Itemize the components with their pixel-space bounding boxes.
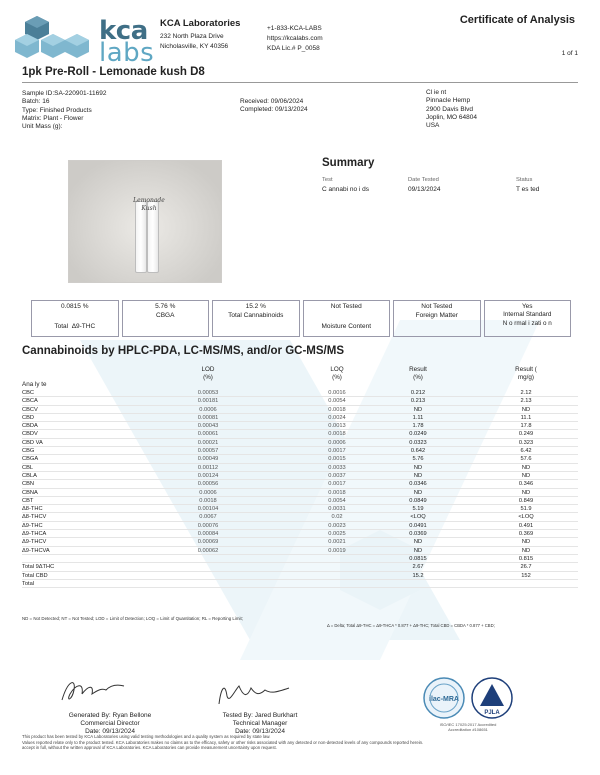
result-pct: 0.0369 <box>409 531 427 538</box>
received-date: Received: 09/06/2024 <box>240 98 304 105</box>
result-mg: 51.9 <box>520 506 532 513</box>
lod-value: 0.00056 <box>197 481 219 488</box>
lod-value: 0.00084 <box>197 531 219 538</box>
result-mg: ND <box>521 464 531 471</box>
result-pct: ND <box>413 539 423 546</box>
result-mg: 6.42 <box>520 448 532 455</box>
col-result-mg: Result ( mg/g) <box>515 366 537 381</box>
analyte-name: CBCA <box>22 398 38 405</box>
sample-info <box>22 90 106 131</box>
table-row <box>22 547 578 555</box>
result-mg: 57.6 <box>520 456 532 463</box>
generated-date: Date: 09/13/2024 <box>85 728 135 735</box>
table-row <box>22 389 578 397</box>
result-pct: 0.0346 <box>409 481 427 488</box>
result-pct: 5.76 <box>412 456 424 463</box>
cannabinoid-table <box>22 389 578 588</box>
summary-box-total-thc: 0.0815 % Total Δ9-THC <box>31 300 119 337</box>
result-mg: <LOQ <box>518 514 534 521</box>
client-info <box>426 89 477 130</box>
lod-value: 0.0018 <box>199 497 217 504</box>
result-mg: 26.7 <box>520 564 532 571</box>
loq-value: 0.0019 <box>328 547 346 554</box>
analyte-name: CBNA <box>22 489 38 496</box>
client-label: Cl ie nt <box>426 89 447 96</box>
lab-license: KDA Lic.# P_0058 <box>267 45 320 52</box>
analyte-name: CBDV <box>22 431 38 438</box>
result-mg: ND <box>521 547 531 554</box>
table-row <box>22 455 578 463</box>
completed-date: Completed: 09/13/2024 <box>240 106 308 114</box>
table-row <box>22 555 578 563</box>
sample-type: Type: Finished Products <box>22 106 92 114</box>
loq-value: 0.0017 <box>328 481 346 488</box>
client-city: Joplin, MO 64804 <box>426 113 477 121</box>
result-mg: 2.13 <box>520 398 532 405</box>
result-pct: 1.78 <box>412 423 424 430</box>
total-row <box>22 572 578 580</box>
summary-box-moisture: Not Tested Moisture Content <box>303 300 391 337</box>
result-mg: ND <box>521 406 531 413</box>
kca-labs-logo <box>15 12 155 68</box>
result-pct: 0.212 <box>410 390 426 396</box>
analyte-name: CBC <box>22 390 35 396</box>
logo-kca: kca <box>99 16 148 46</box>
result-mg: 152 <box>521 572 531 579</box>
pjla-seal-icon <box>470 676 514 720</box>
loq-value: 0.0031 <box>328 506 346 513</box>
result-mg: 0.323 <box>518 439 534 446</box>
sample-dates <box>240 98 308 115</box>
product-title: 1pk Pre-Roll - Lemonade kush D8 <box>22 66 205 78</box>
table-row <box>22 513 578 521</box>
lod-value: 0.00061 <box>197 431 219 438</box>
analyte-name: CBLA <box>22 472 37 479</box>
loq-value: 0.0054 <box>328 398 346 405</box>
loq-value: 0.0016 <box>328 390 346 396</box>
table-row <box>22 538 578 546</box>
result-pct: 0.0815 <box>409 555 427 562</box>
summary-col-test: Test <box>322 177 333 183</box>
summary-date: 09/13/2024 <box>408 186 441 193</box>
lab-address-line1: 232 North Plaza Drive <box>160 33 224 40</box>
result-mg: ND <box>521 539 531 546</box>
loq-value: 0.0023 <box>328 522 346 529</box>
total-row <box>22 563 578 571</box>
loq-value: 0.0017 <box>328 448 346 455</box>
loq-value: 0.0033 <box>328 464 346 471</box>
result-pct: 0.0491 <box>409 522 427 529</box>
result-pct: ND <box>413 464 423 471</box>
table-row <box>22 505 578 513</box>
table-row <box>22 480 578 488</box>
cube-logo-icon <box>15 12 95 62</box>
result-mg: 2.12 <box>520 390 532 396</box>
analyte-name: Δ8-THC <box>22 506 43 513</box>
analyte-name: CBGA <box>22 456 39 463</box>
lod-value: 0.00081 <box>197 414 219 421</box>
analyte-name: CBG <box>22 448 35 455</box>
col-loq: LOQ (%) <box>330 366 344 381</box>
loq-value: 0.0006 <box>328 439 346 446</box>
analyte-name: CBL <box>22 464 34 471</box>
lod-value: 0.00021 <box>197 439 219 446</box>
cannabinoids-title: Cannabinoids by HPLC-PDA, LC-MS/MS, and/or GC-MS/MS <box>22 345 344 357</box>
table-row <box>22 472 578 480</box>
signature-burkhart <box>213 678 293 708</box>
total-formula: Δ = Delta; Total Δ9-THC = Δ9-THCA * 0.877 + Δ9-THC; Total CBD = CBDA * 0.877 + CBD; <box>327 623 495 628</box>
lab-website[interactable]: https://kcalabs.com <box>267 35 323 42</box>
result-mg: ND <box>521 472 531 479</box>
table-row <box>22 406 578 414</box>
result-pct: ND <box>413 547 423 554</box>
col-result: Result (%) <box>409 366 427 381</box>
loq-value: 0.0037 <box>328 472 346 479</box>
product-photo <box>68 160 222 283</box>
analyte-name: Total 9ΔTHC <box>22 564 55 571</box>
result-pct: 0.0849 <box>409 497 427 504</box>
summary-col-status: Status <box>516 177 533 183</box>
loq-value: 0.0025 <box>328 531 346 538</box>
result-pct: 5.19 <box>412 506 424 513</box>
divider <box>22 82 578 83</box>
analyte-name: Total <box>22 580 35 587</box>
analyte-name: CBD <box>22 414 35 421</box>
loq-value: 0.0054 <box>328 497 346 504</box>
table-legend: ND = Not Detected; NT = Not Tested; LOD = Limit of Detection; LOQ = Limit of Quantitation; RL = Reporting Limit; <box>22 616 243 621</box>
generated-role: Commercial Director <box>80 720 140 727</box>
result-mg: 0.491 <box>518 522 534 529</box>
result-mg: 0.249 <box>518 431 534 438</box>
loq-value: 0.02 <box>331 514 343 521</box>
table-row <box>22 447 578 455</box>
table-row <box>22 489 578 497</box>
sample-matrix: Matrix: Plant - Flower <box>22 114 84 122</box>
svg-text:PJLA: PJLA <box>484 710 500 716</box>
table-row <box>22 414 578 422</box>
lod-value: 0.00104 <box>197 506 219 513</box>
summary-test: C annabi no i ds <box>322 186 369 193</box>
analyte-name: CBD VA <box>22 439 43 446</box>
result-pct: ND <box>413 489 423 496</box>
lab-address-line2: Nicholasville, KY 40356 <box>160 43 229 50</box>
result-pct: 0.0323 <box>409 439 427 446</box>
summary-boxes <box>31 300 571 337</box>
analyte-name: Total CBD <box>22 572 48 579</box>
loq-value: 0.0018 <box>328 406 346 413</box>
lod-value: 0.00124 <box>197 472 219 479</box>
lod-value: 0.00049 <box>197 456 219 463</box>
analyte-name: CBT <box>22 497 34 504</box>
col-analyte: Ana ly te <box>22 381 47 388</box>
analyte-name: CBN <box>22 481 35 488</box>
result-mg: 17.8 <box>520 423 532 430</box>
client-country: USA <box>426 122 440 130</box>
result-pct: <LOQ <box>410 514 426 521</box>
result-mg: 0.346 <box>518 481 534 488</box>
result-mg: 11.1 <box>520 414 532 421</box>
photo-label: Lemonade Kush <box>133 197 165 212</box>
loq-value: 0.0024 <box>328 414 346 421</box>
lab-contact <box>267 24 323 54</box>
document-title: Certificate of Analysis <box>459 14 575 26</box>
tested-role: Technical Manager <box>232 720 288 727</box>
table-row <box>22 439 578 447</box>
lod-value: 0.00112 <box>197 464 219 471</box>
lod-value: 0.00057 <box>197 448 219 455</box>
analyte-name: CBCV <box>22 406 38 413</box>
analyte-name: Δ9-THCV <box>22 539 47 546</box>
analyte-name: Δ8-THCV <box>22 514 47 521</box>
result-pct: 0.642 <box>410 448 426 455</box>
ilac-mra-seal-icon <box>422 676 466 720</box>
result-pct: ND <box>413 472 423 479</box>
logo-labs: labs <box>99 38 155 68</box>
col-lod: LOD (%) <box>201 366 215 381</box>
summary-box-cbga: 5.76 % CBGA <box>122 300 210 337</box>
table-row <box>22 422 578 430</box>
tested-by-block <box>195 712 325 736</box>
analyte-name: Δ9-THCVA <box>22 547 50 554</box>
table-row <box>22 522 578 530</box>
lod-value: 0.0067 <box>199 514 217 521</box>
lod-value: 0.00069 <box>197 539 219 546</box>
loq-value: 0.0018 <box>328 431 346 438</box>
analyte-name: Δ9-THCA <box>22 531 47 538</box>
accreditation-text: ISO/IEC 17025:2017 Accredited Accreditation #108651 <box>439 722 497 732</box>
page-number: 1 of 1 <box>561 50 578 57</box>
lab-name: KCA Laboratories <box>160 18 241 29</box>
lod-value: 0.00043 <box>197 423 219 430</box>
table-row <box>22 464 578 472</box>
loq-value: 0.0013 <box>328 423 346 430</box>
tested-date: Date: 09/13/2024 <box>235 728 285 735</box>
lod-value: 0.00181 <box>197 398 219 405</box>
table-row <box>22 430 578 438</box>
lod-value: 0.00062 <box>197 547 219 554</box>
result-pct: ND <box>413 406 423 413</box>
client-name: Pinnacle Hemp <box>426 97 471 105</box>
analyte-name: Δ9-THC <box>22 522 43 529</box>
loq-value: 0.0015 <box>328 456 346 463</box>
summary-box-internal-standard: Yes Internal Standard N o rmal i zati o n <box>484 300 572 337</box>
result-pct: 15.2 <box>412 572 424 579</box>
tested-by: Tested By: Jared Burkhart <box>222 712 298 719</box>
table-row <box>22 397 578 405</box>
analyte-name: CBDA <box>22 423 38 430</box>
table-row <box>22 497 578 505</box>
disclaimer: This product has been tested by KCA Laboratories using valid testing methodologies and a quality system as required by state law. Values reported relate only to the product tested. KCA Laboratories makes no claims as to the efficacy, safety or other risks associated with any detected or non-detected levels of any compounds reported herein. accept in full, without the written approval of KCA Laboratories. KCA Laboratories can provide measurement uncertainty upon request. <box>22 734 424 750</box>
lab-phone[interactable]: +1-833-KCA-LABS <box>267 25 322 32</box>
result-mg: ND <box>521 489 531 496</box>
lod-value: 0.00053 <box>197 390 219 396</box>
result-mg: 0.369 <box>518 531 534 538</box>
result-pct: 0.213 <box>410 398 426 405</box>
unit-mass: Unit Mass (g): <box>22 123 63 131</box>
svg-text:ilac-MRA: ilac-MRA <box>429 696 459 703</box>
summary-title: Summary <box>322 157 375 169</box>
generated-by-block <box>45 712 175 736</box>
result-pct: 1.11 <box>412 414 424 421</box>
batch: Batch: 16 <box>22 98 50 106</box>
result-pct: 0.0249 <box>409 431 427 438</box>
lab-address <box>160 18 240 52</box>
loq-value: 0.0018 <box>328 489 346 496</box>
summary-col-date: Date Tested <box>408 177 439 183</box>
lod-value: 0.00076 <box>197 522 219 529</box>
loq-value: 0.0021 <box>328 539 346 546</box>
result-mg: 0.849 <box>518 497 534 504</box>
client-street: 2900 Davis Blvd <box>426 105 473 113</box>
sample-id: Sample ID:SA-220901-11692 <box>22 90 107 97</box>
signature-bellone <box>58 676 128 706</box>
table-row <box>22 530 578 538</box>
lod-value: 0.0006 <box>199 489 217 496</box>
result-pct: 2.67 <box>412 564 424 571</box>
summary-box-total-cannabinoids: 15.2 % Total Cannabinoids <box>212 300 300 337</box>
lod-value: 0.0006 <box>199 406 217 413</box>
total-row <box>22 580 578 588</box>
result-mg: 0.815 <box>518 555 534 562</box>
summary-status: T es ted <box>516 186 540 193</box>
generated-by: Generated By: Ryan Bellone <box>68 712 152 719</box>
summary-box-foreign-matter: Not Tested Foreign Matter <box>393 300 481 337</box>
